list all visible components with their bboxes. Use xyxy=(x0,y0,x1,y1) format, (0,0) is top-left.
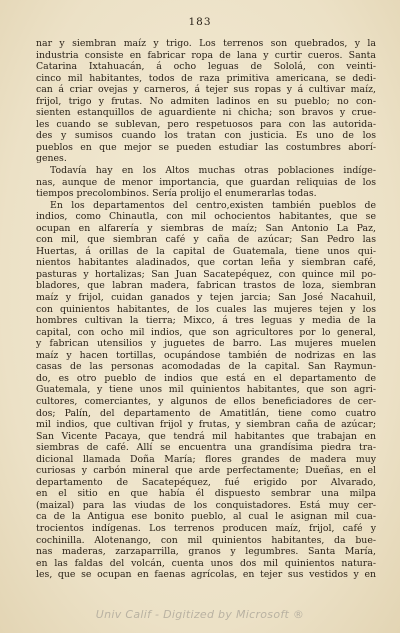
text-line: Huertas, á orillas de la capital de Guatemala, tiene unos qui- xyxy=(36,245,376,257)
text-line: Todavía hay en los Altos muchas otras poblaciones indíge- xyxy=(50,165,376,177)
text-line: frijol, trigo y frutas. No admiten ladinos en su pueblo; no con- xyxy=(36,95,376,107)
text-line: en las faldas del volcán, cuenta unos dos mil quinientos natura- xyxy=(36,557,376,569)
text-line: siembras de café. Allí se encuentra una grandísima piedra tra- xyxy=(36,442,376,454)
text-line: Guatemala, y tiene unos mil quinientos habitantes, que son agri- xyxy=(36,384,376,396)
text-line: curiosas y carbón mineral que arde perfectamente; Dueñas, en el xyxy=(36,465,376,477)
text-line: les cuando se sublevan, pero respetuosos para con las autorida- xyxy=(36,118,376,130)
text-line: industria consiste en fabricar ropa de lana y curtir cueros. Santa xyxy=(36,49,376,61)
text-line: nas, aunque de menor importancia, que guardan reliquias de los xyxy=(36,176,376,188)
text-line: ca de la Antigua ese bonito pueblo, al cual le asignan mil cua- xyxy=(36,511,376,523)
text-line: cinco mil habitantes, todos de raza primitiva americana, se dedi- xyxy=(36,72,376,84)
text-line: capital, con ocho mil indios, que son agricultores por lo general, xyxy=(36,326,376,338)
text-line: nientos habitantes aladinados, que cortan leña y siembran café, xyxy=(36,257,376,269)
text-line: Catarina Ixtahuacán, á ocho leguas de Sololá, con veinti- xyxy=(36,61,376,73)
text-line: departamento de Sacatepéquez, fué erigido por Alvarado, xyxy=(36,476,376,488)
text-line: mil indios, que cultivan frijol y frutas, y siembran caña de azúcar; xyxy=(36,419,376,431)
text-line: cultores, comerciantes, y algunos de ellos beneficiadores de cer- xyxy=(36,395,376,407)
text-line: indios, como Chinautla, con mil ochocientos habitantes, que se xyxy=(36,211,376,223)
text-line: can á criar ovejas y carneros, á tejer sus ropas y á cultivar maíz, xyxy=(36,84,376,96)
text-line: cochinilla. Alotenango, con mil quinientos habitantes, da bue- xyxy=(36,534,376,546)
text-line: ocupan en alfarería y siembras de maíz; San Antonio La Paz, xyxy=(36,222,376,234)
text-line: pueblos en que mejor se pueden estudiar las costumbres aborí- xyxy=(36,141,376,153)
text-line: des y sumisos cuando los tratan con justicia. Es uno de los xyxy=(36,130,376,142)
text-line: dicional llamada Doña María; flores grandes de madera muy xyxy=(36,453,376,465)
text-line: sienten estanquillos de aguardiente ni chicha; son bravos y crue- xyxy=(36,107,376,119)
body-text xyxy=(36,38,376,581)
text-line: maíz y frijol, cuidan ganados y tejen jarcia; San José Nacahuil, xyxy=(36,292,376,304)
page-number: 183 xyxy=(188,16,212,28)
text-line: pasturas y hortalizas; San Juan Sacatepéquez, con quince mil po- xyxy=(36,268,376,280)
text-line: les, que se ocupan en faenas agrícolas, en tejer sus vestidos y en xyxy=(36,569,376,581)
text-line: en el sitio en que había él dispuesto sembrar una milpa xyxy=(36,488,376,500)
text-line: bladores, que labran madera, fabrican trastos de loza, siembran xyxy=(36,280,376,292)
text-line: con mil, que siembran café y caña de azúcar; San Pedro las xyxy=(36,234,376,246)
text-line: casas de las personas acomodadas de la capital. San Raymun- xyxy=(36,361,376,373)
digitization-watermark: Univ Calif - Digitized by Microsoft ® xyxy=(95,608,305,621)
text-line: (maizal) para las viudas de los conquistadores. Está muy cer- xyxy=(36,499,376,511)
text-line: hombres cultivan la tierra; Mixco, á tres leguas y media de la xyxy=(36,315,376,327)
text-line: con quinientos habitantes, de los cuales las mujeres tejen y los xyxy=(36,303,376,315)
text-line: y fabrican utensilios y juguetes de barro. Las mujeres muelen xyxy=(36,338,376,350)
text-line: maíz y hacen tortillas, ocupándose también de nodrizas en las xyxy=(36,349,376,361)
text-line: tiempos precolombinos. Sería prolijo el enumerarlas todas. xyxy=(36,188,317,200)
text-line: nar y siembran maíz y trigo. Los terrenos son quebrados, y la xyxy=(36,38,376,49)
text-line: do, es otro pueblo de indios que está en el departamento de xyxy=(36,372,376,384)
text-line: nas maderas, zarzaparrilla, granos y legumbres. Santa María, xyxy=(36,546,376,558)
text-line: San Vicente Pacaya, que tendrá mil habitantes que trabajan en xyxy=(36,430,376,442)
text-line: dos; Palín, del departamento de Amatitlán, tiene como cuatro xyxy=(36,407,376,419)
text-line: En los departamentos del centro,existen también pueblos de xyxy=(50,199,376,211)
text-line: genes. xyxy=(36,153,67,165)
text-line: trocientos indígenas. Los terrenos producen maíz, frijol, café y xyxy=(36,522,376,534)
